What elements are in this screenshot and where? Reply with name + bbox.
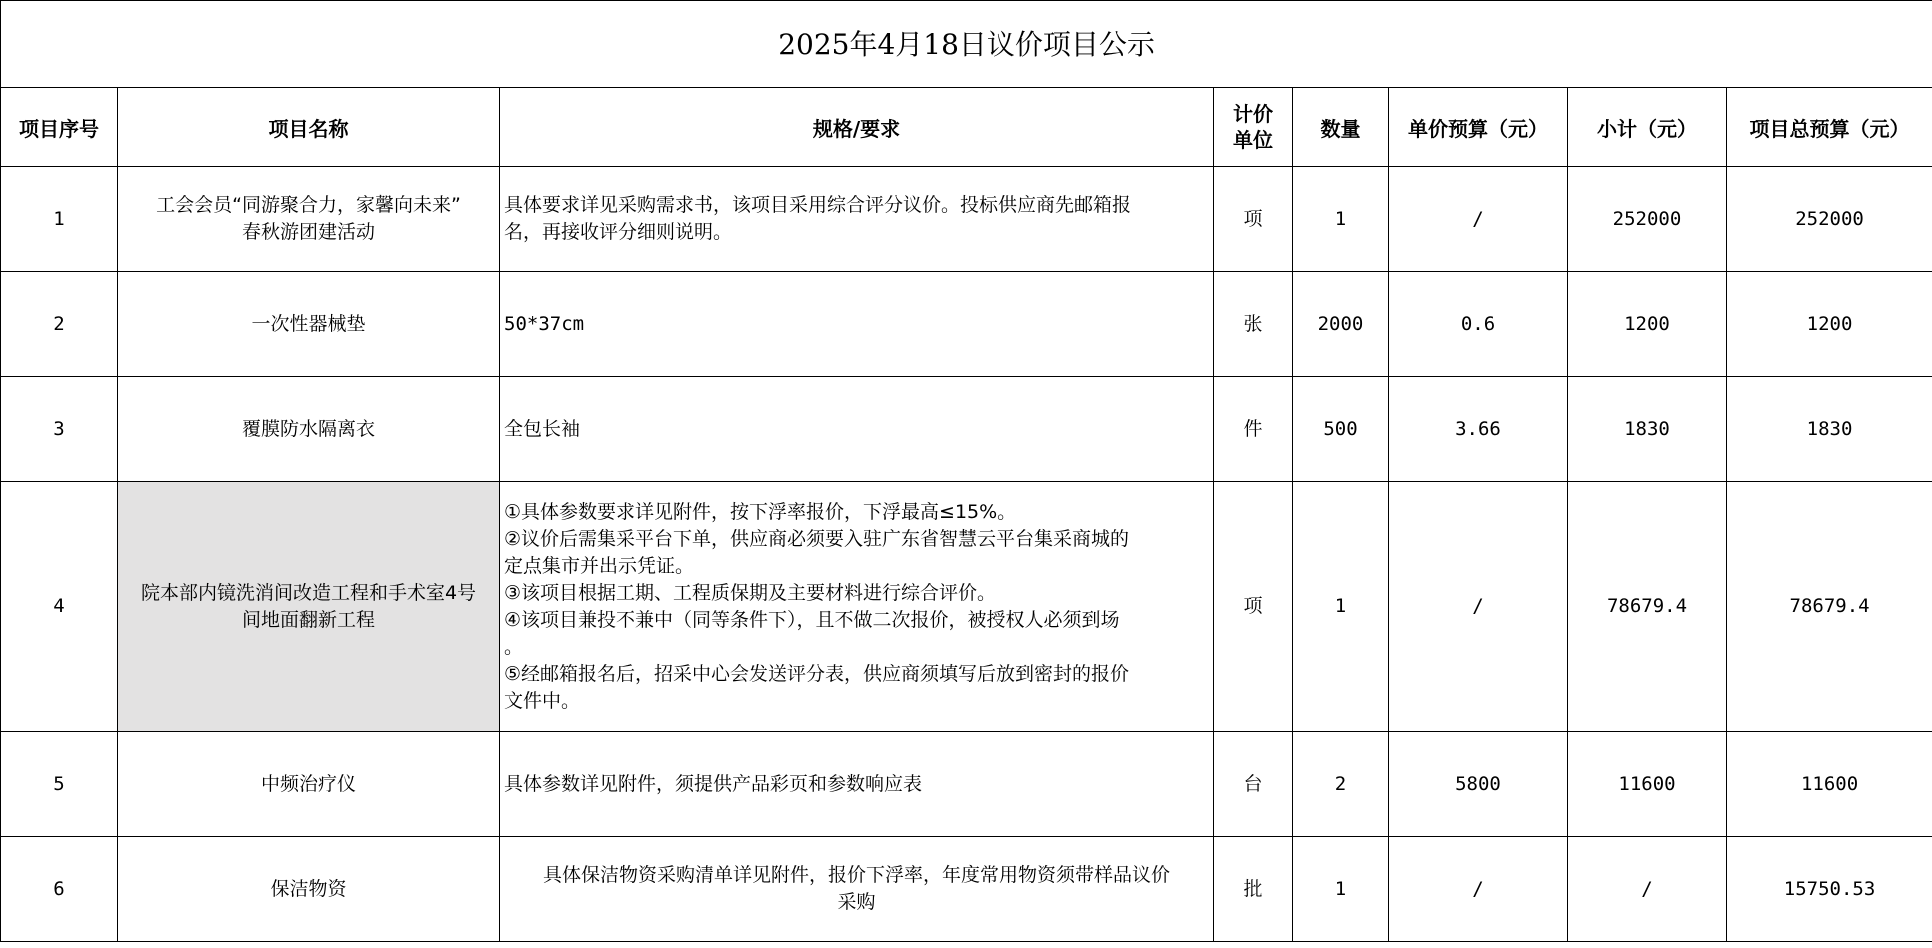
cell-qty: 1 — [1293, 167, 1389, 272]
cell-spec-line: ④该项目兼投不兼中（同等条件下），且不做二次报价，被授权人必须到场 — [504, 608, 1120, 631]
cell-unit: 项 — [1214, 167, 1293, 272]
header-row — [1, 88, 1932, 167]
header-unit-price: 单价预算（元） — [1389, 88, 1568, 167]
cell-subtotal: 1200 — [1568, 272, 1727, 377]
cell-spec-line: ①具体参数要求详见附件，按下浮率报价，下浮最高≤15%。 — [504, 500, 1017, 523]
cell-unit-price: 0.6 — [1389, 272, 1568, 377]
cell-qty: 1 — [1293, 482, 1389, 732]
cell-qty: 2 — [1293, 732, 1389, 837]
header-unit-line2: 单位 — [1233, 128, 1273, 152]
cell-name-line: 院本部内镜洗消间改造工程和手术室4号 — [140, 581, 477, 604]
cell-unit-price: 3.66 — [1389, 377, 1568, 482]
cell-name-line: 间地面翻新工程 — [241, 608, 375, 631]
cell-spec — [500, 167, 1214, 272]
page-title: 2025年4月18日议价项目公示 — [1, 1, 1932, 88]
header-spec: 规格/要求 — [500, 88, 1214, 167]
header-total: 项目总预算（元） — [1727, 88, 1932, 167]
cell-spec — [500, 482, 1214, 732]
cell-unit-price: / — [1389, 837, 1568, 942]
cell-name-line: 工会会员“同游聚合力，家馨向未来” — [156, 194, 461, 216]
cell-seq: 2 — [1, 272, 118, 377]
cell-unit: 项 — [1214, 482, 1293, 732]
cell-name-line: 春秋游团建活动 — [241, 221, 375, 243]
cell-name: 覆膜防水隔离衣 — [118, 377, 500, 482]
cell-spec: 50*37cm — [500, 272, 1214, 377]
cell-total: 15750.53 — [1727, 837, 1932, 942]
cell-spec: 全包长袖 — [500, 377, 1214, 482]
cell-name — [118, 482, 500, 732]
cell-spec-line: 具体要求详见采购需求书，该项目采用综合评分议价。投标供应商先邮箱报 — [504, 194, 1132, 216]
cell-seq: 3 — [1, 377, 118, 482]
header-subtotal: 小计（元） — [1568, 88, 1727, 167]
cell-total: 1830 — [1727, 377, 1932, 482]
cell-name: 保洁物资 — [118, 837, 500, 942]
cell-spec-line: 文件中。 — [504, 689, 581, 712]
cell-name: 一次性器械垫 — [118, 272, 500, 377]
header-unit — [1214, 88, 1293, 167]
cell-spec-line: ③该项目根据工期、工程质保期及主要材料进行综合评价。 — [504, 581, 997, 604]
cell-unit-price: 5800 — [1389, 732, 1568, 837]
cell-spec-line: 定点集市并出示凭证。 — [504, 554, 695, 577]
cell-spec-line: ⑤经邮箱报名后，招采中心会发送评分表，供应商须填写后放到密封的报价 — [504, 662, 1130, 685]
cell-spec-line: 名，再接收评分细则说明。 — [504, 221, 733, 243]
cell-seq: 4 — [1, 482, 118, 732]
cell-unit-price: / — [1389, 482, 1568, 732]
cell-seq: 1 — [1, 167, 118, 272]
cell-unit: 批 — [1214, 837, 1293, 942]
cell-qty: 1 — [1293, 837, 1389, 942]
table-row — [1, 482, 1932, 732]
table-row — [1, 167, 1932, 272]
cell-subtotal: 1830 — [1568, 377, 1727, 482]
cell-total: 78679.4 — [1727, 482, 1932, 732]
cell-spec — [500, 837, 1214, 942]
header-unit-line1: 计价 — [1233, 102, 1273, 126]
cell-name — [118, 167, 500, 272]
cell-subtotal: / — [1568, 837, 1727, 942]
table-row — [1, 272, 1932, 377]
cell-spec-line: 具体保洁物资采购清单详见附件，报价下浮率，年度常用物资须带样品议价 — [542, 864, 1170, 886]
cell-subtotal: 11600 — [1568, 732, 1727, 837]
cell-spec-line: 采购 — [837, 891, 876, 913]
cell-qty: 500 — [1293, 377, 1389, 482]
cell-total: 1200 — [1727, 272, 1932, 377]
cell-unit: 件 — [1214, 377, 1293, 482]
cell-name: 中频治疗仪 — [118, 732, 500, 837]
cell-seq: 6 — [1, 837, 118, 942]
cell-unit-price: / — [1389, 167, 1568, 272]
cell-qty: 2000 — [1293, 272, 1389, 377]
header-seq: 项目序号 — [1, 88, 118, 167]
cell-spec-line: 。 — [504, 635, 524, 658]
table-row — [1, 732, 1932, 837]
cell-seq: 5 — [1, 732, 118, 837]
cell-unit: 张 — [1214, 272, 1293, 377]
cell-spec-line: ②议价后需集采平台下单，供应商必须要入驻广东省智慧云平台集采商城的 — [504, 527, 1130, 550]
table-row — [1, 837, 1932, 942]
cell-total: 252000 — [1727, 167, 1932, 272]
header-name: 项目名称 — [118, 88, 500, 167]
cell-unit: 台 — [1214, 732, 1293, 837]
cell-spec: 具体参数详见附件，须提供产品彩页和参数响应表 — [500, 732, 1214, 837]
cell-subtotal: 252000 — [1568, 167, 1727, 272]
table-row — [1, 377, 1932, 482]
cell-subtotal: 78679.4 — [1568, 482, 1727, 732]
header-qty: 数量 — [1293, 88, 1389, 167]
cell-total: 11600 — [1727, 732, 1932, 837]
